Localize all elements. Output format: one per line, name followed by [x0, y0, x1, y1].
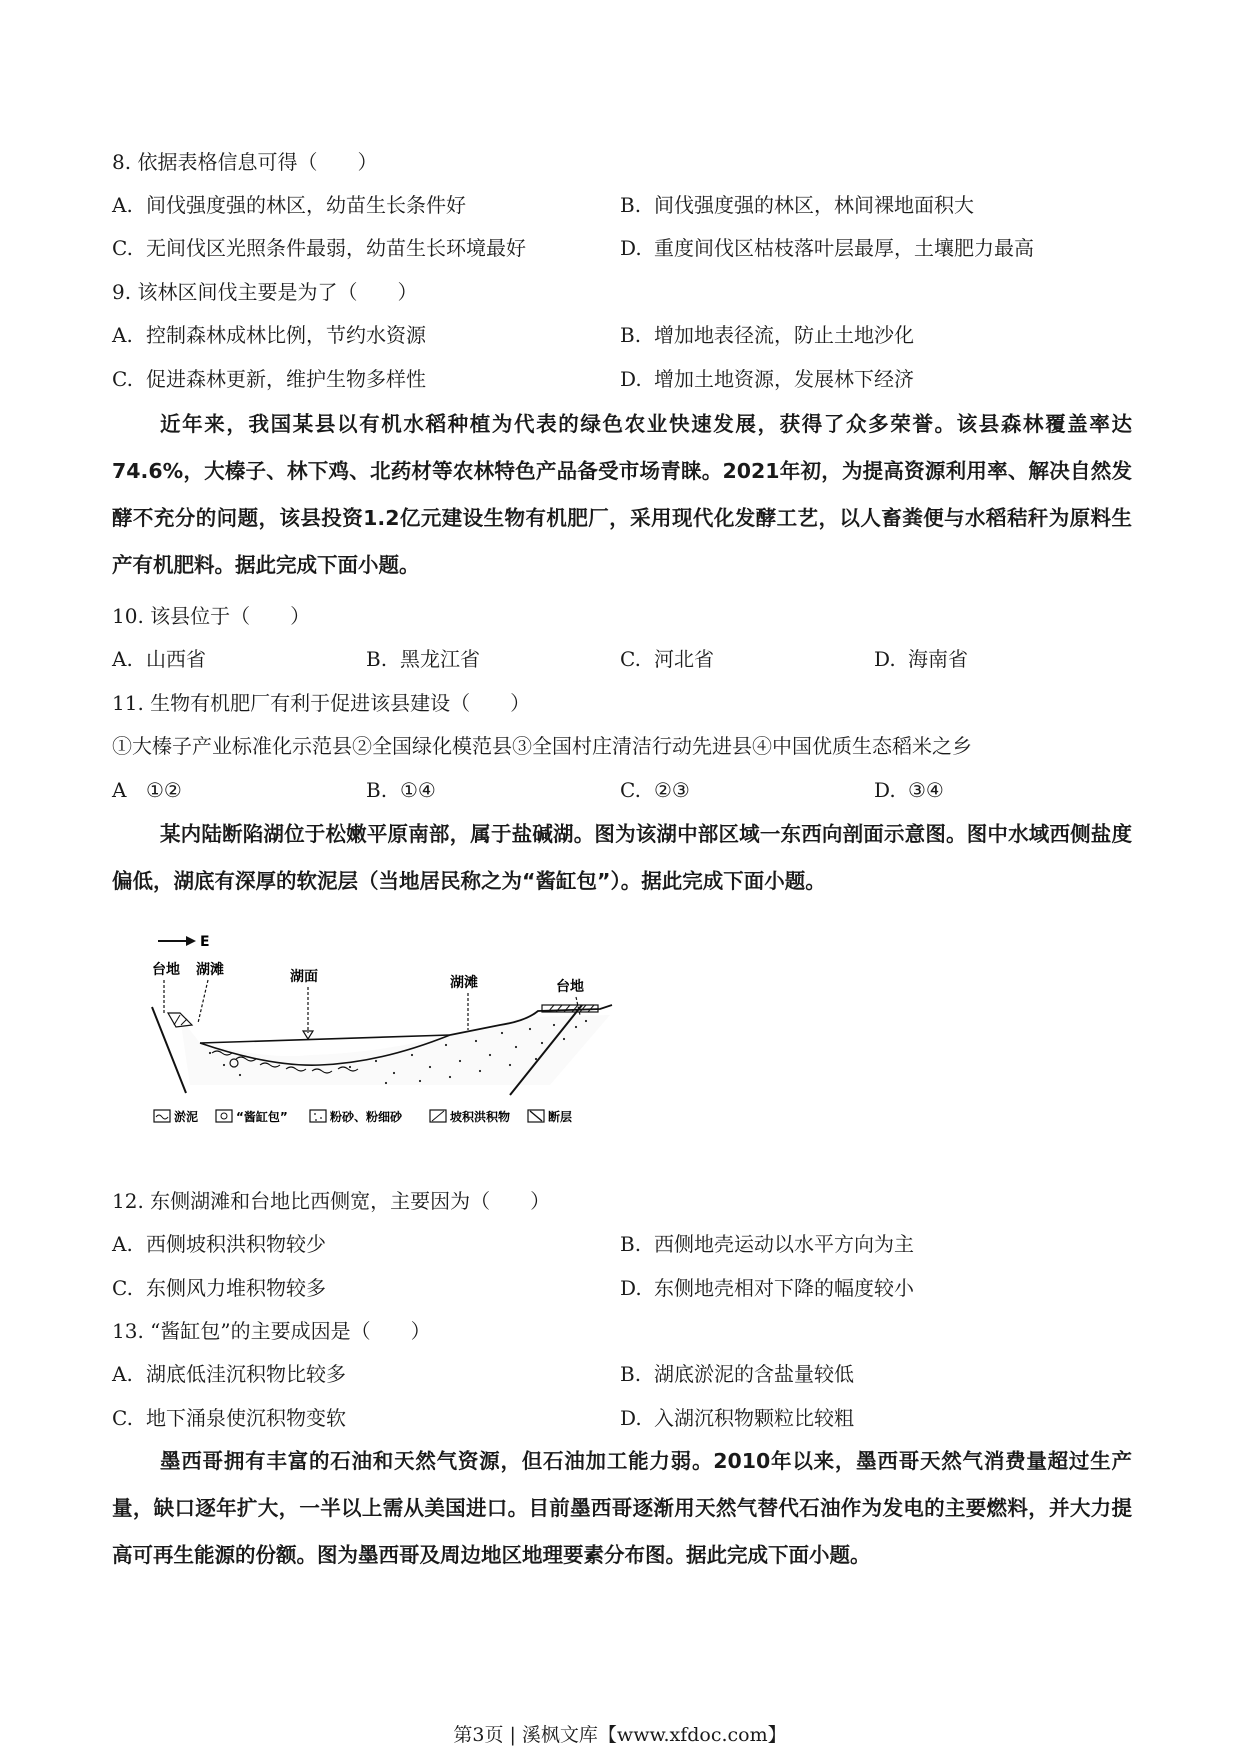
west-beach-label: 湖滩	[196, 962, 224, 978]
q9-option-c: C. 促进森林更新，维护生物多样性	[112, 367, 426, 391]
lake-surface-label: 湖面	[290, 969, 318, 985]
legend-jianggangbao: “酱缸包”	[236, 1110, 288, 1124]
q10-stem: 10. 该县位于（ ）	[112, 604, 311, 628]
q8-option-d: D. 重度间伐区枯枝落叶层最厚，土壤肥力最高	[620, 236, 1034, 260]
q10-option-b: B. 黑龙江省	[366, 647, 480, 671]
west-tableland-label: 台地	[152, 962, 180, 978]
east-tableland-label: 台地	[556, 979, 584, 995]
q9-option-d: D. 增加土地资源，发展林下经济	[620, 367, 914, 391]
q13-option-d: D. 入湖沉积物颗粒比较粗	[620, 1406, 854, 1430]
q12-stem: 12. 东侧湖滩和台地比西侧宽，主要因为（ ）	[112, 1189, 551, 1213]
passage-organic-agriculture: 近年来，我国某县以有机水稻种植为代表的绿色农业快速发展，获得了众多荣誉。该县森林覆盖率达74.6%，大榛子、林下鸡、北药材等农林特色产品备受市场青睐。2021年初，为提高资源利用率、解决自然发酵不充分的问题，该县投资1.2亿元建设生物有机肥厂，采用现代化发酵工艺，以人畜粪便与水稻秸秆为原料生产有机肥料。据此完成下面小题。	[112, 412, 1132, 577]
lake-cross-section-figure	[150, 925, 670, 1160]
q8-option-b: B. 间伐强度强的林区，林间裸地面积大	[620, 193, 974, 217]
page-footer: 第3页 | 溪枫文库【www.xfdoc.com】	[453, 1724, 787, 1746]
q12-option-d: D. 东侧地壳相对下降的幅度较小	[620, 1276, 914, 1300]
east-beach-label: 湖滩	[450, 975, 478, 991]
q13-option-b: B. 湖底淤泥的含盐量较低	[620, 1362, 854, 1386]
q9-option-b: B. 增加地表径流，防止土地沙化	[620, 323, 914, 347]
q11-option-c: C. ②③	[620, 778, 690, 802]
q11-items: ①大榛子产业标准化示范县②全国绿化模范县③全国村庄清洁行动先进县④中国优质生态稻米之乡	[112, 734, 972, 758]
q8-option-a: A. 间伐强度强的林区，幼苗生长条件好	[112, 193, 466, 217]
q10-option-a: A. 山西省	[112, 647, 206, 671]
passage-mexico-energy: 墨西哥拥有丰富的石油和天然气资源，但石油加工能力弱。2010年以来，墨西哥天然气消费量超过生产量，缺口逐年扩大，一半以上需从美国进口。目前墨西哥逐渐用天然气替代石油作为发电的主要燃料，并大力提高可再生能源的份额。图为墨西哥及周边地区地理要素分布图。据此完成下面小题。	[112, 1449, 1132, 1567]
passage-salt-lake: 某内陆断陷湖位于松嫩平原南部，属于盐碱湖。图为该湖中部区域一东西向剖面示意图。图中水域西侧盐度偏低，湖底有深厚的软泥层（当地居民称之为“酱缸包”）。据此完成下面小题。	[112, 822, 1132, 893]
q11-stem: 11. 生物有机肥厂有利于促进该县建设（ ）	[112, 691, 531, 715]
q12-option-a: A. 西侧坡积洪积物较少	[112, 1232, 326, 1256]
east-arrow-head	[186, 936, 196, 946]
q9-stem: 9. 该林区间伐主要是为了（ ）	[112, 280, 418, 304]
q8-stem: 8. 依据表格信息可得（ ）	[112, 150, 378, 174]
legend-mud: 淤泥	[174, 1110, 199, 1124]
legend-fault: 断层	[548, 1110, 573, 1124]
q9-option-a: A. 控制森林成林比例，节约水资源	[112, 323, 426, 347]
q11-option-b: B. ①④	[366, 778, 436, 802]
q10-option-c: C. 河北省	[620, 647, 714, 671]
q11-option-a: A ①②	[112, 778, 182, 802]
q12-option-b: B. 西侧地壳运动以水平方向为主	[620, 1232, 914, 1256]
legend-silt: 粉砂、粉细砂	[330, 1110, 403, 1124]
q11-option-d: D. ③④	[874, 778, 944, 802]
q8-option-c: C. 无间伐区光照条件最弱，幼苗生长环境最好	[112, 236, 526, 260]
legend-colluvial: 坡积洪积物	[450, 1110, 511, 1124]
page-number: 3	[472, 1724, 485, 1746]
q10-option-d: D. 海南省	[874, 647, 968, 671]
lake-water-surface	[200, 1035, 450, 1043]
q12-option-c: C. 东侧风力堆积物较多	[112, 1276, 326, 1300]
figure-legend	[154, 1109, 572, 1124]
q13-option-c: C. 地下涌泉使沉积物变软	[112, 1406, 346, 1430]
q13-option-a: A. 湖底低洼沉积物比较多	[112, 1362, 346, 1386]
direction-label: E	[200, 934, 210, 950]
q13-stem: 13. “酱缸包”的主要成因是（ ）	[112, 1319, 431, 1343]
